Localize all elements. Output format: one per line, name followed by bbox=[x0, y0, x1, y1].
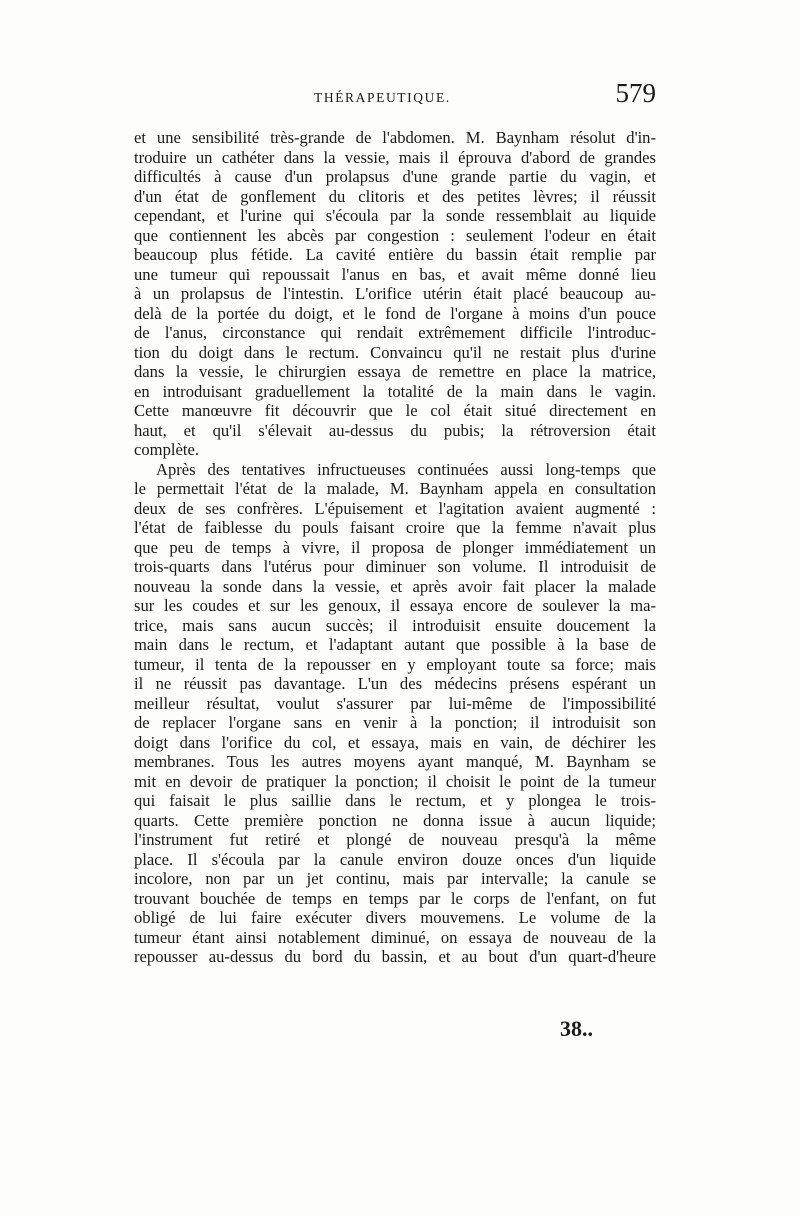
paragraph bbox=[134, 460, 656, 967]
text-line: trouvant bouchée de temps en temps par le corps de l'enfant, on fut bbox=[134, 888, 656, 908]
text-line: de replacer l'organe sans en venir à la ponction; il introduisit son bbox=[134, 713, 656, 732]
text-line: tumeur, il tenta de la repousser en y employant toute sa force; mais bbox=[134, 654, 656, 674]
text-line: l'état de faiblesse du pouls faisant croire que la femme n'avait plus bbox=[134, 518, 656, 537]
text-line: qui faisait le plus saillie dans le rectum, et y plongea le trois- bbox=[134, 791, 656, 810]
running-title: THÉRAPEUTIQUE. bbox=[314, 90, 451, 105]
text-line: Cette manœuvre fit découvrir que le col était situé directement en bbox=[134, 401, 656, 420]
paragraph bbox=[134, 128, 656, 460]
text-line: le permettait l'état de la malade, M. Baynham appela en consultation bbox=[134, 479, 656, 498]
text-line: difficultés à cause d'un prolapsus d'une grande partie du vagin, et bbox=[134, 167, 656, 186]
text-line: Après des tentatives infructueuses continuées aussi long-temps que bbox=[156, 459, 656, 479]
text-line: trice, mais sans aucun succès; il introduisit ensuite doucement la bbox=[134, 615, 656, 635]
text-line: que contiennent les abcès par congestion : seulement l'odeur en était bbox=[134, 225, 656, 245]
text-line: que peu de temps à vivre, il proposa de plonger immédiatement un bbox=[134, 537, 656, 557]
text-line: une tumeur qui repoussait l'anus en bas, et avait même donné lieu bbox=[134, 264, 656, 284]
text-line: haut, et qu'il s'élevait au-dessus du pubis; la rétroversion était bbox=[134, 420, 656, 440]
text-line: en introduisant graduellement la totalité de la main dans le vagin. bbox=[134, 381, 656, 401]
text-line: tumeur étant ainsi notablement diminué, on essaya de nouveau de la bbox=[134, 927, 656, 947]
text-line: trois-quarts dans l'utérus pour diminuer son volume. Il introduisit de bbox=[134, 557, 656, 576]
page-header bbox=[134, 78, 656, 124]
text-line: beaucoup plus fétide. La cavité entière du bassin était remplie par bbox=[134, 245, 656, 264]
text-line: à un prolapsus de l'intestin. L'orifice utérin était placé beaucoup au- bbox=[134, 284, 656, 303]
text-line: main dans le rectum, et l'adaptant autant que possible à la base de bbox=[134, 635, 656, 654]
text-line: et une sensibilité très-grande de l'abdomen. M. Baynham résolut d'in- bbox=[134, 128, 656, 147]
text-line: quarts. Cette première ponction ne donna issue à aucun liquide; bbox=[134, 810, 656, 830]
text-line: dans la vessie, le chirurgien essaya de remettre en place la matrice, bbox=[134, 362, 656, 381]
text-line: membranes. Tous les autres moyens ayant manqué, M. Baynham se bbox=[134, 752, 656, 771]
page-number: 579 bbox=[615, 78, 656, 108]
text-line: de l'anus, circonstance qui rendait extrêmement difficile l'introduc- bbox=[134, 323, 656, 342]
text-line: tion du doigt dans le rectum. Convaincu qu'il ne restait plus d'urine bbox=[134, 342, 656, 362]
text-line: mit en devoir de pratiquer la ponction; il choisit le point de la tumeur bbox=[134, 771, 656, 791]
text-line: nouveau la sonde dans la vessie, et après avoir fait placer la malade bbox=[134, 576, 656, 596]
signature-mark: 38.. bbox=[560, 1016, 593, 1041]
text-line: obligé de lui faire exécuter divers mouvemens. Le volume de la bbox=[134, 908, 656, 927]
text-line: troduire un cathéter dans la vessie, mais il éprouva d'abord de grandes bbox=[134, 147, 656, 167]
text-line: repousser au-dessus du bord du bassin, et au bout d'un quart-d'heure bbox=[134, 947, 656, 966]
text-line: complète. bbox=[134, 440, 199, 459]
text-line: delà de la portée du doigt, et le fond de l'organe à moins d'un pouce bbox=[134, 303, 656, 323]
text-line: d'un état de gonflement du clitoris et des petites lèvres; il réussit bbox=[134, 186, 656, 206]
text-line: place. Il s'écoula par la canule environ douze onces d'un liquide bbox=[134, 849, 656, 869]
body-text bbox=[134, 128, 656, 967]
text-line: cependant, et l'urine qui s'écoula par la sonde ressemblait au liquide bbox=[134, 206, 656, 225]
text-line: doigt dans l'orifice du col, et essaya, mais en vain, de déchirer les bbox=[134, 732, 656, 752]
text-line: il ne réussit pas davantage. L'un des médecins présens espérant un bbox=[134, 674, 656, 693]
text-line: sur les coudes et sur les genoux, il essaya encore de soulever la ma- bbox=[134, 596, 656, 615]
text-line: incolore, non par un jet continu, mais par intervalle; la canule se bbox=[134, 869, 656, 888]
text-line: meilleur résultat, voulut s'assurer par lui-même de l'impossibilité bbox=[134, 693, 656, 713]
text-line: l'instrument fut retiré et plongé de nouveau presqu'à la même bbox=[134, 830, 656, 849]
text-line: deux de ses confrères. L'épuisement et l'agitation avaient augmenté : bbox=[134, 498, 656, 518]
